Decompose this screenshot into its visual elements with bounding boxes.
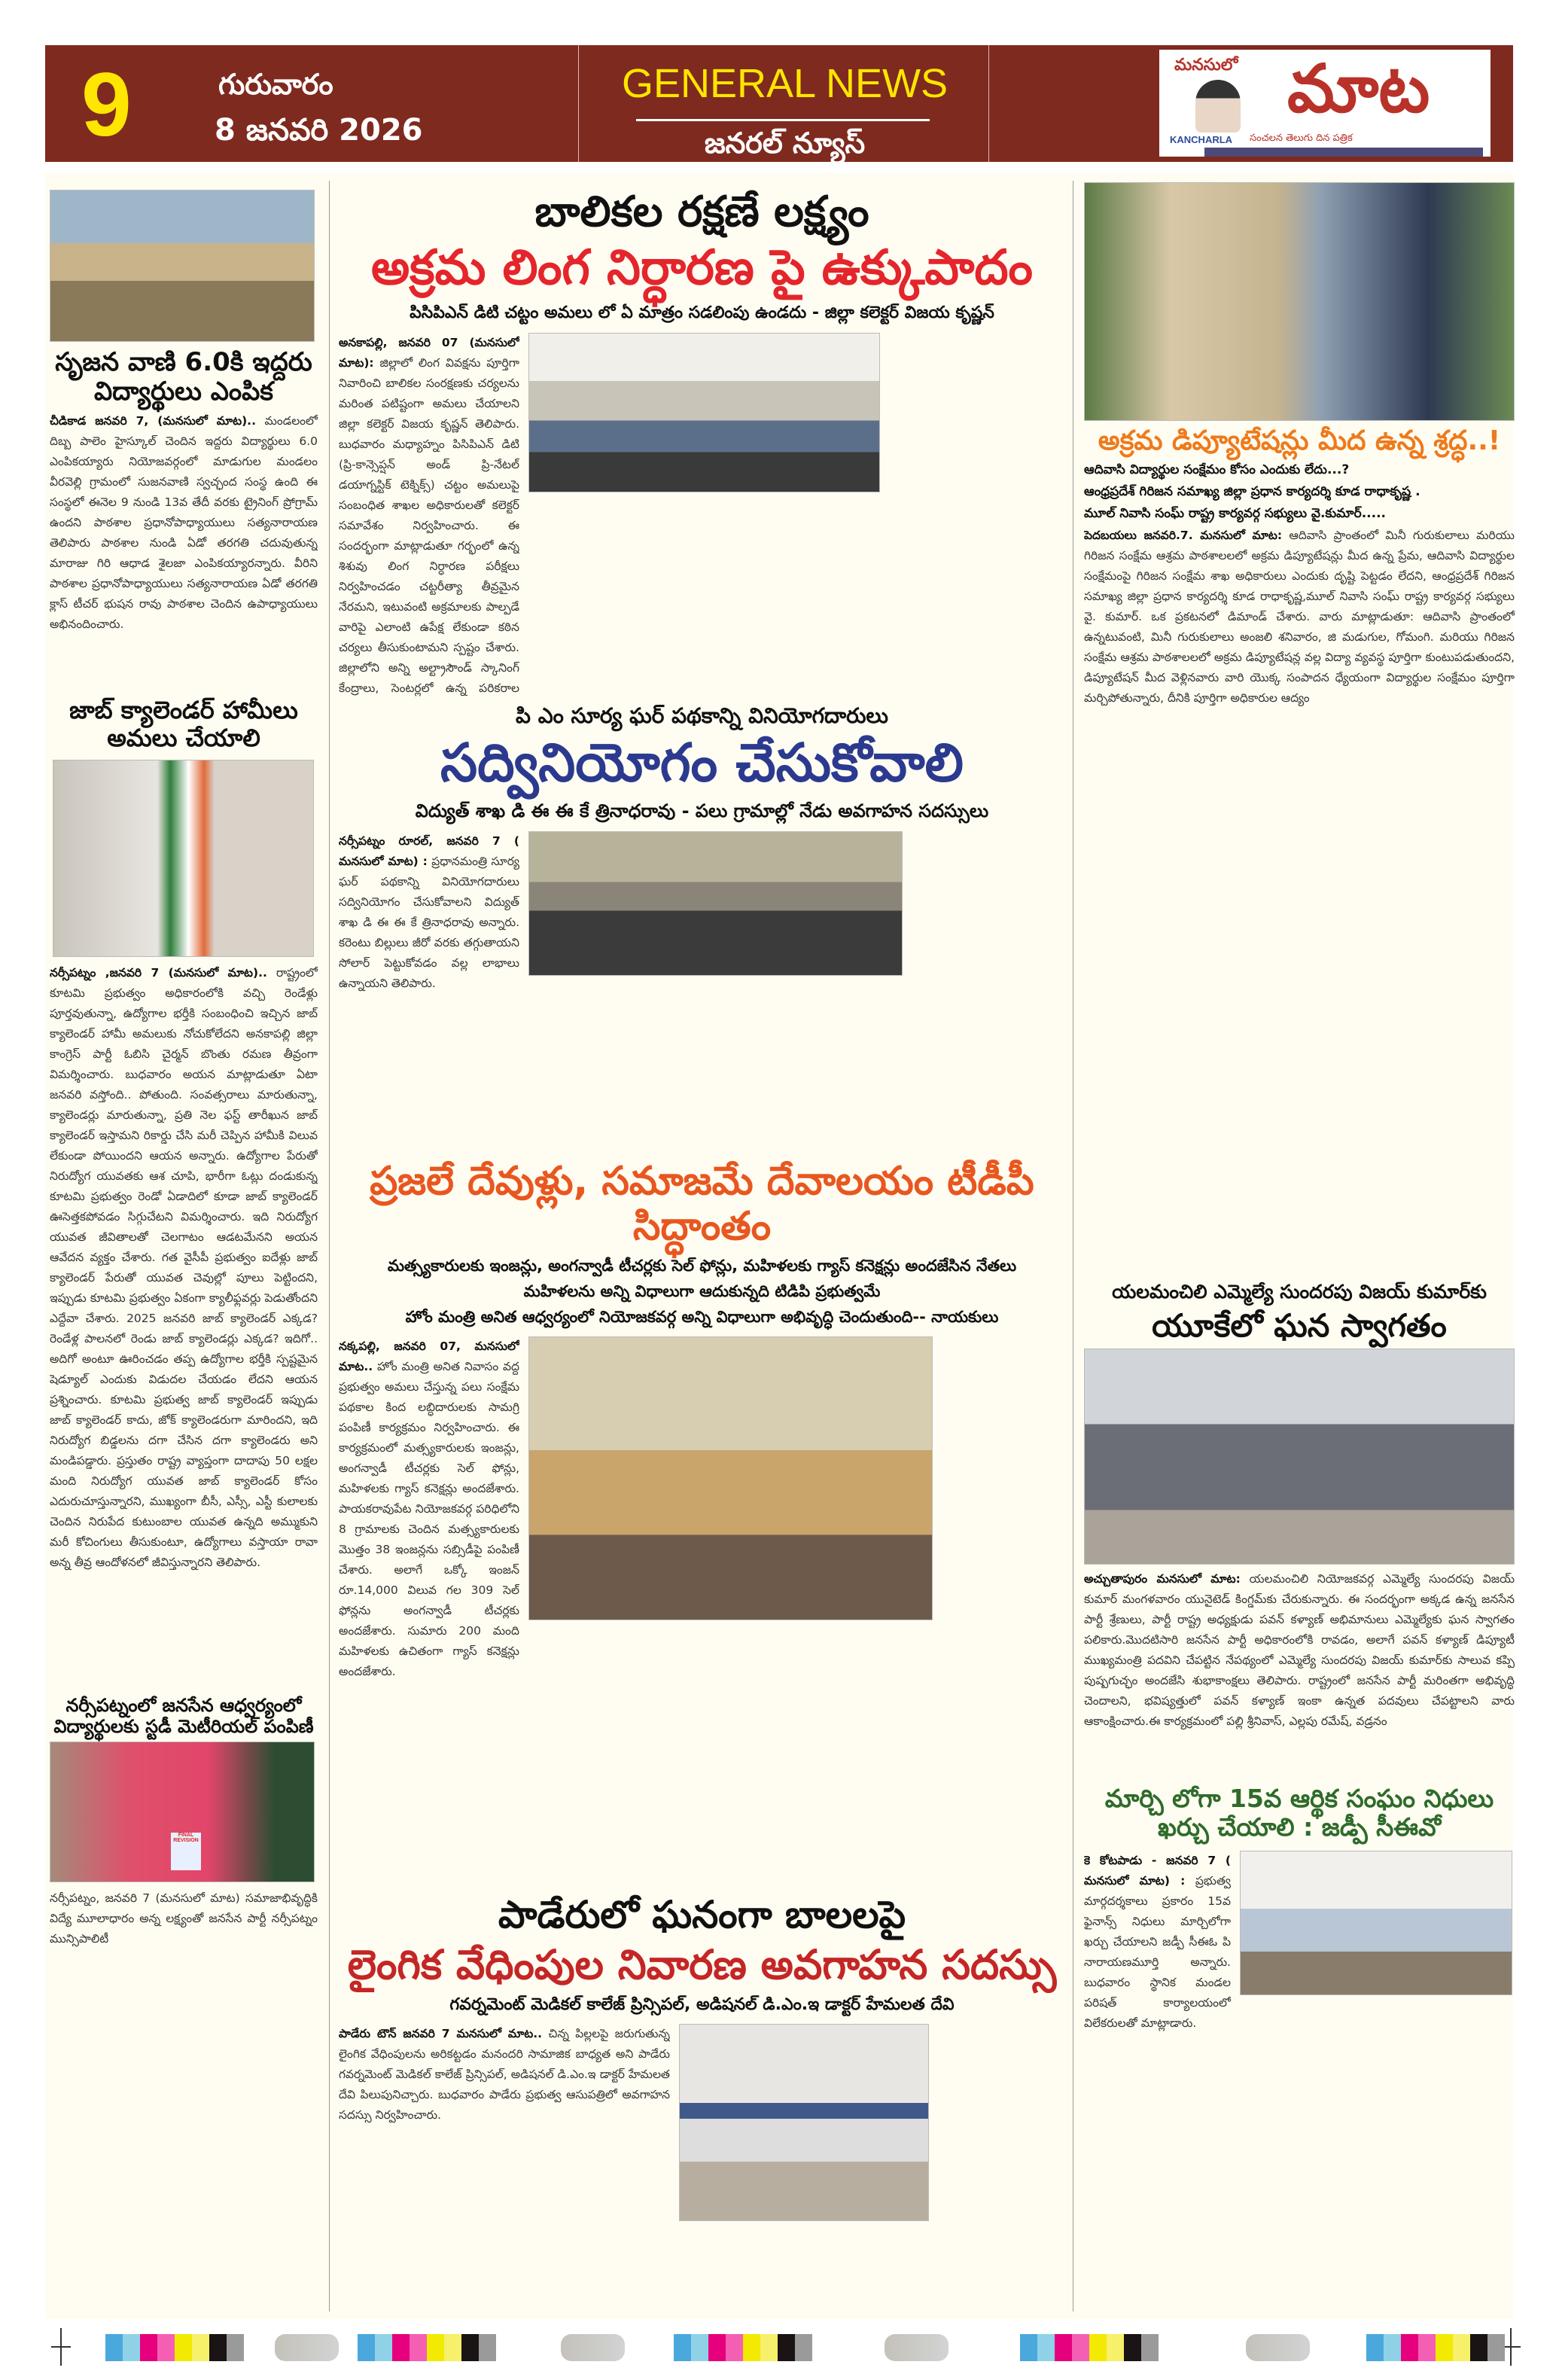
logo-tagline: సంచలన తెలుగు దిన పత్రిక (1250, 133, 1353, 144)
subhead-deputations-1: ఆదివాసి విద్యార్థుల సంక్షేమం కోసం ఎందుకు లేదు...? (1084, 462, 1350, 478)
photo-bontu-ramana (53, 760, 314, 957)
article-group-surya-ghar (339, 704, 1065, 1152)
color-swatch (795, 2334, 812, 2361)
color-swatch (1107, 2334, 1124, 2361)
article-pcpndt (339, 333, 519, 696)
logo-small-text: మనసులో (1174, 56, 1238, 75)
photo-students (50, 190, 315, 342)
grey-patch (885, 2334, 949, 2361)
article-body: ప్రభుత్వ మార్గదర్శకాలు ప్రకారం 15వ ఫైనాన్స్ నిధులు మార్చిలోగా ఖర్చు చేయాలని జడ్పీ సీఈఓ పి నారాయణమూర్తి అన్నారు. బుధవారం స్థానిక మండల పరిషత్ కార్యాలయంలో విలేకరులతో మాట్లాడారు. (1084, 1873, 1231, 2030)
article-job-calendar (50, 963, 318, 1690)
kicker-surya-ghar: పి ఎం సూర్య ఘర్ పథకాన్ని వినియోగదారులు (516, 704, 888, 728)
article-row (339, 333, 1065, 696)
color-bar (1020, 2334, 1159, 2361)
article-group-job-calendar (50, 696, 318, 1690)
color-swatch (1453, 2334, 1470, 2361)
dateline: అచ్చుతాపురం మనసులో మాట: (1084, 1572, 1241, 1586)
subhead-paderu: గవర్నమెంట్ మెడికల్ కాలేజ్ ప్రిన్సిపల్, అడిషనల్ డి.ఎం.ఇ డాక్టర్ హేమలత దేవి (449, 1995, 955, 2014)
photo-collector-meeting (528, 333, 880, 492)
color-swatch (427, 2334, 444, 2361)
article-group-tdp (339, 1160, 1065, 1886)
color-swatch (1436, 2334, 1453, 2361)
kicker-uk-welcome: యలమంచిలి ఎమ్మెల్యే సుందరపు విజయ్ కుమార్‌కు (1112, 1281, 1487, 1303)
photo-radhakrishna-kumar (1084, 182, 1515, 421)
article-group-srujana-vani (50, 190, 318, 693)
color-swatch (691, 2334, 708, 2361)
color-swatch (358, 2334, 375, 2361)
color-swatch (1020, 2334, 1037, 2361)
article-body: జిల్లాలో లింగ వివక్షను పూర్తిగా నివారించి బాలికల సంరక్షణకు చర్యలను మరింత పటిష్టంగా అమలు చేయాలని జిల్లా కలెక్టర్ విజయ కృష్ణన్ తెలిపారు. బుధవారం మధ్యాహ్నం పిసిపిఎన్ డిటి (ప్రి-కాన్సెప్షన్ అండ్ ప్రి-నేటల్ డయాగ్నస్టిక్ టెక్నిక్స్) చట్టం అమలుపై సంబంధిత శాఖల అధికారులతో కలెక్టర్ సమావేశం నిర్వహించారు. ఈ సందర్భంగా మాట్లాడుతూ గర్భంలో ఉన్న శిశువు లింగ నిర్ధారణ పరీక్షలు నిర్వహించడం చట్టరీత్యా తీవ్రమైన నేరమని, ఇటువంటి అక్రమాలకు పాల్పడే వారిపై ఎలాంటి ఉపేక్ష లేకుండా కఠిన చర్యలు తీసుకుంటామని స్పష్టం చేశారు. జిల్లాలోని అన్ని అల్ట్రాసౌండ్ స్కానింగ్ కేంద్రాలు, సెంటర్లలో ఉన్న పరికరాల (339, 355, 519, 695)
color-swatch (375, 2334, 392, 2361)
photo-tdp-distribution (528, 1336, 933, 1620)
color-swatch (140, 2334, 157, 2361)
headline-15th-finance: మార్చి లోగా 15వ ఆర్థిక సంఘం నిధులు ఖర్చు చేయాలి : జడ్పీ సీఈవో (1104, 1784, 1494, 1842)
color-swatch (192, 2334, 209, 2361)
article-tdp (339, 1336, 519, 1886)
article-group-paderu (339, 1894, 1065, 2311)
newspaper-logo (1159, 50, 1491, 157)
section-rule (636, 119, 930, 121)
article-group-janasena (50, 1696, 318, 2308)
color-swatch (1418, 2334, 1436, 2361)
photo-zp-ceo (1240, 1851, 1512, 1995)
color-swatch (209, 2334, 227, 2361)
photo-paderu-awareness (679, 2024, 929, 2221)
dateline: నర్సీపట్నం, జనవరి 7 (మనసులో మాట) (50, 1891, 240, 1906)
color-swatch (105, 2334, 123, 2361)
color-swatch (1384, 2334, 1401, 2361)
article-paderu (339, 2024, 670, 2311)
page-number: 9 (81, 54, 132, 155)
dateline: నక్కపల్లి, జనవరి 07, మనసులో మాట.. (339, 1339, 519, 1373)
logo-title: మాట (1287, 50, 1430, 127)
article-row (339, 2024, 1065, 2311)
dateline: చీడికాడ జనవరి 7, (మనసులో మాట).. (50, 414, 256, 428)
section-title-te: జనరల్ న్యూస్ (704, 126, 866, 160)
dateline: అనకాపల్లి, జనవరి 07 (మనసులో మాట): (339, 335, 519, 370)
color-swatch (1055, 2334, 1072, 2361)
logo-portrait-icon (1195, 80, 1241, 133)
logo-brand: KANCHARLA (1170, 134, 1233, 145)
article-body: యలమంచిలి నియోజకవర్గ ఎమ్మెల్యే సుందరపు విజయ్ కుమార్ మంగళవారం యునైటెడ్ కింగ్డమ్‌కు చేరుకున్నారు. ఈ సందర్భంగా అక్కడ ఉన్న జనసేన పార్టీ శ్రేణులు, పార్టీ రాష్ట్ర అధ్యక్షుడు పవన్ కళ్యాణ్ అభిమానులు ఎమ్మెల్యేకు ఘన స్వాగతం పలికారు.మొదటిసారి జనసేన పార్టీ అధికారంలోకి రావడం, అలాగే పవన్ కళ్యాణ్ డిప్యూటీ ముఖ్యమంత్రి పదవిని చేపట్టిన నేపథ్యంలో ఎమ్మెల్యే సుందరపు విజయ్ కుమార్‌కు సాలువ కప్పి పుష్పగుచ్ఛం అందజేసి శుభాకాంక్షలు తెలిపారు. రాష్ట్రంలో జనసేన పార్టీ మరింతగా అభివృద్ధి చెందాలని, భవిష్యత్తులో పవన్ కళ్యాణ్ ఇంకా ఉన్నత పదవులు చేపట్టాలని వారు ఆకాంక్షించారు.ఈ కార్యక్రమంలో పల్లి శ్రీనివాస్, ఎల్లపు రమేష్, వడ్రనం (1084, 1572, 1515, 1729)
color-swatch (1487, 2334, 1505, 2361)
color-swatch (708, 2334, 726, 2361)
photo-study-material (50, 1742, 315, 1882)
headline-uk-welcome: యూకేలో ఘన స్వాగతం (1152, 1306, 1447, 1344)
article-body: హోం మంత్రి అనిత నివాసం వద్ద ప్రభుత్వం అమలు చేస్తున్న పలు సంక్షేమ పథకాల కింద లబ్ధిదారులకు సామగ్రి పంపిణీ కార్యక్రమం నిర్వహించారు. ఈ కార్యక్రమంలో మత్స్యకారులకు ఇంజన్లు, అంగన్వాడీ టీచర్లకు సెల్ ఫోన్లు, మహిళలకు గ్యాస్ కనెక్షన్లు అందజేశారు. పాయకరావుపేట నియోజకవర్గ పరిధిలోని 8 గ్రామాలకు చెందిన మత్స్యకారులకు మొత్తం 38 ఇంజన్లను సబ్సిడీపై పంపిణీ చేశారు. అలాగే ఒక్కో ఇంజన్ రూ.14,000 విలువ గల 309 సెల్ ఫోన్లను అంగన్వాడీ టీచర్లకు అందజేశారు. సుమారు 200 మంది మహిళలకు ఉచితంగా గ్యాస్ కనెక్షన్లు అందజేశారు. (339, 1359, 519, 1678)
article-surya-ghar (339, 831, 519, 1152)
color-swatch (1089, 2334, 1107, 2361)
article-group-uk-welcome (1084, 1281, 1515, 1781)
article-body: చిన్న పిల్లలపై జరుగుతున్న లైంగిక వేధింపులను అరికట్టడం మనందరి సామాజిక బాధ్యత అని పాడేరు గవర్నమెంట్ మెడికల్ కాలేజ్ ప్రిన్సిపల్, అడిషనల్ డి.ఎం.ఇ డాక్టర్ హేమలత దేవి పిలుపునిచ్చారు. బుధవారం పాడేరు ప్రభుత్వ ఆసుపత్రిలో అవగాహన సదస్సు నిర్వహించారు. (339, 2027, 670, 2122)
headline-tdp: ప్రజలే దేవుళ్లు, సమాజమే దేవాలయం టీడీపీ సిద్ధాంతం (370, 1160, 1034, 1249)
section-title-en: GENERAL NEWS (621, 61, 949, 106)
color-bar (1366, 2334, 1505, 2361)
column-rule (329, 181, 330, 2311)
day-label: గురువారం (218, 68, 333, 101)
color-swatch (1366, 2334, 1384, 2361)
color-swatch (760, 2334, 778, 2361)
color-swatch (1470, 2334, 1487, 2361)
grey-patch (275, 2334, 339, 2361)
color-bar (674, 2334, 812, 2361)
logo-bar (1204, 148, 1483, 157)
article-janasena (50, 1888, 318, 2308)
article-group-deputations (1084, 182, 1515, 1276)
subhead-deputations-2: ఆంధ్రప్రదేశ్ గిరిజన సమాఖ్య జిల్లా ప్రధాన కార్యదర్శి కూడ రాధాకృష్ణ . (1084, 484, 1420, 500)
article-deputations (1084, 526, 1515, 1276)
headline-linga-nirdharana: అక్రమ లింగ నిర్ధారణ పై ఉక్కుపాదం (370, 240, 1033, 297)
article-body: ఆదివాసి ప్రాంతంలో మినీ గురుకులాలు మరియు గిరిజన సంక్షేమ ఆశ్రమ పాఠశాలలలో అక్రమ డిప్యూటేషన్లు మీద ఉన్న ప్రేమ, ఆదివాసి విద్యార్థుల సంక్షేమంపై గిరిజన సంక్షేమ శాఖ అధికారులు ఎందుకు దృష్టి పెట్టడం లేదని, ఆంధ్రప్రదేశ్ గిరిజన సమాఖ్య జిల్లా ప్రధాన కార్యదర్శి కూడ రాధాకృష్ణ,మూల్ నివాసి సంఘ్ రాష్ట్ర కార్యవర్గ సభ్యులు వై. కుమార్. ఒక ప్రకటనలో డిమాండ్ చేశారు. వారు మాట్లాడుతూ: ఆదివాసి ప్రాంతంలో ఉన్నటువంటి, మినీ గురుకులాలు అంజలి శనివారం, జి మడుగుల, గోమంగి. మరియు గిరిజన సంక్షేమ ఆశ్రమ పాఠశాలలలో అక్రమ డిప్యూటేషన్ల వల్ల విద్యా వ్యవస్థ పూర్తిగా కుంటుపడుతుందని, డిప్యూటేషన్ మీద వెళ్లినవారు వారి యొక్క సంపాదన ధ్యేయంగా విద్యార్థుల సంక్షేమం పూర్తిగా మర్చిపోతున్నారు, దీనికి పూర్తిగా అధికారుల ఆద్యం (1084, 529, 1515, 705)
headline-deputations: అక్రమ డిప్యూటేషన్లు మీద ఉన్న శ్రద్ధ..! (1098, 425, 1501, 456)
color-swatch (157, 2334, 175, 2361)
dateline: కె కోటపాడు - జనవరి 7 ( మనసులో మాట) : (1084, 1853, 1231, 1888)
subhead-tdp-1: మత్స్యకారులకు ఇంజన్లు, అంగన్వాడీ టీచర్లకు సెల్ ఫోన్లు, మహిళలకు గ్యాస్ కనెక్షన్లు అందజేసిన నేతలు (387, 1256, 1017, 1275)
color-swatch (392, 2334, 410, 2361)
registration-mark (51, 2346, 71, 2348)
color-swatch (444, 2334, 461, 2361)
dateline: నర్సీపట్నం రూరల్, జనవరి 7 ( మనసులో మాట) : (339, 834, 519, 869)
headline-paderu: లైంగిక వేధింపుల నివారణ అవగాహన సదస్సు (347, 1940, 1057, 1988)
kicker-balikala: బాలికల రక్షణే లక్ష్యం (534, 188, 869, 236)
article-row (339, 1336, 1065, 1886)
color-swatch (1124, 2334, 1141, 2361)
article-srujana-vani (50, 411, 318, 693)
masthead-divider (578, 45, 579, 162)
article-row (339, 831, 1065, 1152)
headline-janasena-study-material: నర్సీపట్నంలో జనసేన ఆధ్వర్యంలో విద్యార్థులకు స్టడీ మెటీరియల్ పంపిణీ (53, 1696, 314, 1737)
article-body: ప్రధానమంత్రి సూర్య ఘర్ పథకాన్ని వినియోగదారులు సద్వినియోగం చేసుకోవాలని విద్యుత్ శాఖ డి ఈ ఈ కే త్రినాధరావు అన్నారు. కరెంటు బిల్లులు జీరో వరకు తగ్గుతాయని సోలార్ పెట్టుకోవడం వల్ల లాభాలు ఉన్నాయని తెలిపారు. (339, 855, 519, 991)
headline-srujana-vani: సృజన వాణి 6.0కి ఇద్దరు విద్యార్థులు ఎంపిక (55, 347, 312, 407)
article-body: మండలంలో దిబ్బ పాలెం హైస్కూల్ చెందిన ఇద్దరు విద్యార్థులు 6.0 ఎంపికయ్యారు నియోజవర్గంలో మాడుగుల మండలం వీరవెల్లి గ్రామంలో సుజనవాణి స్వచ్ఛంద సంస్థ ఉంది ఈ సంస్థలో ఈనెల 9 నుండి 13వ తేదీ వరకు ట్రైనింగ్ ప్రోగ్రామ్ ఉందని పాఠశాల ప్రధానోపాధ్యాయులు సత్యనారాయణ తెలిపారు పాఠశాల నుండి ఏడో తరగతి చదువుతున్న మారాజు గిరి ఆధాడ శైలజా ఎంపికయ్యారన్నారు. వీరిని పాఠశాల ప్రధానోపాధ్యాయులు సత్యనారాయణ ఏడో తరగతి క్లాస్ టీచర్ భుషన రావు పాఠశాల చెందిన ఉపాధ్యాయులు అభినందించారు. (50, 414, 318, 632)
color-swatch (726, 2334, 743, 2361)
color-swatch (1401, 2334, 1418, 2361)
subhead-collector: పిసిపిఎన్ డిటి చట్టం అమలు లో ఏ మాత్రం సడలింపు ఉండదు - జిల్లా కలెక్టర్ విజయ కృష్ణన్ (410, 303, 994, 322)
color-bar (358, 2334, 496, 2361)
color-swatch (1037, 2334, 1055, 2361)
color-swatch (410, 2334, 427, 2361)
color-swatch (674, 2334, 691, 2361)
color-swatch (1072, 2334, 1089, 2361)
subhead-electricity: విద్యుత్ శాఖ డి ఈ ఈ కే త్రినాధరావు - పలు గ్రామాల్లో నేడు అవగాహన సదస్సులు (415, 800, 989, 821)
date-label: 8 జనవరి 2026 (215, 113, 423, 148)
article-uk-welcome (1084, 1569, 1515, 1781)
dateline: పాడేరు టౌన్ జనవరి 7 మనసులో మాట.. (339, 2027, 542, 2041)
color-swatch (123, 2334, 140, 2361)
grey-patch (561, 2334, 625, 2361)
kicker-paderu: పాడేరులో ఘనంగా బాలలపై (498, 1894, 906, 1937)
color-swatch (479, 2334, 496, 2361)
color-swatch (1141, 2334, 1159, 2361)
color-swatch (175, 2334, 192, 2361)
article-group-15th-finance (1084, 1784, 1515, 2308)
color-swatch (227, 2334, 244, 2361)
article-15th-finance (1084, 1851, 1231, 2308)
dateline: పెదబయలు జనవరి.7. మనసులో మాట: (1084, 529, 1283, 543)
article-row (1084, 1851, 1515, 2308)
headline-sadviniyogam: సద్వినియోగం చేసుకోవాలి (440, 732, 964, 794)
article-group-pcpndt (339, 188, 1065, 696)
color-swatch (461, 2334, 479, 2361)
article-body: సమాజాభివృద్ధికి విద్యే మూలాధారం అన్న లక్ష్యంతో జనసేన పార్టీ నర్సీపట్నం మున్సిపాలిటీ (50, 1891, 318, 1946)
color-swatch (743, 2334, 760, 2361)
grey-patch (1246, 2334, 1310, 2361)
subhead-tdp-3: హోం మంత్రి అనిత ఆధ్వర్యంలో నియోజకవర్గ అన్ని విధాలుగా అభివృద్ధి చెందుతుంది-- నాయకులు (405, 1308, 999, 1327)
headline-job-calendar: జాబ్ క్యాలెండర్ హామీలు అమలు చేయాలి (69, 696, 298, 752)
photo-surya-ghar-meeting (528, 831, 903, 976)
book-cover: FINAL REVISION (171, 1833, 201, 1870)
subhead-deputations-3: మూల్ నివాసి సంఘ్ రాష్ట్ర కార్యవర్గ సభ్యులు వై.కుమార్..... (1084, 505, 1386, 521)
article-body: రాష్ట్రంలో కూటమి ప్రభుత్వం అధికారంలోకి వచ్చి రెండేళ్లు పూర్తవుతున్నా, ఉద్యోగాల భర్తీకి సంబంధించి ఇచ్చిన జాబ్ క్యాలెండర్ హామీ అమలుకు నోచుకోలేదని అనకాపల్లి జిల్లా కాంగ్రెస్ పార్టీ ఓబిసి చైర్మన్ బొంతు రమణ తీవ్రంగా విమర్శించారు. బుధవారం అయన మాట్లాడుతూ ఏటా జనవరి వస్తోంది.. పోతుంది. సంవత్సరాలు మారుతున్నా, క్యాలెండర్లు మారుతున్నా, ప్రతి నెల ఫస్ట్ తారీఖున జాబ్ క్యాలెండర్ ఇస్తామని రికార్డు చేసి మరీ చెప్పిన హామీకి విలువ లేకుండా పోయిందని ఆయన అన్నారు. ఉద్యోగాల పేరుతో నిరుద్యోగ యువతకు ఆశ చూపి, భారీగా ఓట్లు దండుకున్న కూటమి ప్రభుత్వం రెండో ఏడాదిలో కూడా జాబ్ క్యాలెండర్ ఊసెత్తకపోవడం సిగ్గుచేటని విమర్శించారు. ఇది నిరుద్యోగ యువత జీవితాలతో చెలగాటం ఆడటమేనని అయన ఆవేదన వ్యక్తం చేశారు. గత వైసీపీ ప్రభుత్వం ఐదేళ్లు జాబ్ క్యాలెండర్ పేరుతో యువత చెవుల్లో పూలు పెట్టిందని, ఇప్పుడు కూటమి ప్రభుత్వం ఏకంగా క్యాలీఫ్లవర్లు పెడుతోందని ఎద్దేవా చేశారు. 2025 జనవరి జాబ్ క్యాలెండర్ ఎక్కడ? రెండేళ్ల పాలనలో రెండు జాబ్ క్యాలెండర్లు ఎక్కడ? ఇదిగో.. అదిగో అంటూ ఊరించడం తప్ప ఉద్యోగాల భర్తీకి స్పష్టమైన షెడ్యూల్ ఎందుకు విడుదల చేయడం లేదని ఆయన ప్రశ్నించారు. కూటమి ప్రభుత్వ జాబ్ క్యాలెండర్ ఇప్పుడు జాబ్ క్యాలెండర్ కాదు, జోక్ క్యాలెండరుగా మారిందని, ఇది నిరుద్యోగ బిడ్డలను దగా చేసిన దగా క్యాలెండరు అని మండిపడ్డారు. ప్రస్తుతం రాష్ట్ర వ్యాప్తంగా దాదాపు 50 లక్షల మంది నిరుద్యోగ యువత జాబ్ క్యాలెండర్ కోసం ఎదురుచూస్తున్నారని, ముఖ్యంగా బీసీ, ఎస్సీ, ఎస్టీ కులాలకు చెందిన నిరుపేద కుటుంబాల యువత ఉన్నది అమ్ముకుని మరీ కోచింగులు తీసుకుంటూ, ఉద్యోగాలు వస్తాయా రావా అన్న తీవ్ర ఆందోళనలో జీవిస్తున్నారని తెలిపారు. (50, 965, 318, 1569)
color-swatch (778, 2334, 795, 2361)
subhead-tdp-2: మహిళలను అన్ని విధాలుగా ఆదుకున్నది టిడిపి ప్రభుత్వమే (523, 1282, 881, 1301)
color-bar (105, 2334, 244, 2361)
photo-uk-welcome (1084, 1348, 1515, 1565)
dateline: నర్సీపట్నం ,జనవరి 7 (మనసులో మాట).. (50, 965, 267, 980)
